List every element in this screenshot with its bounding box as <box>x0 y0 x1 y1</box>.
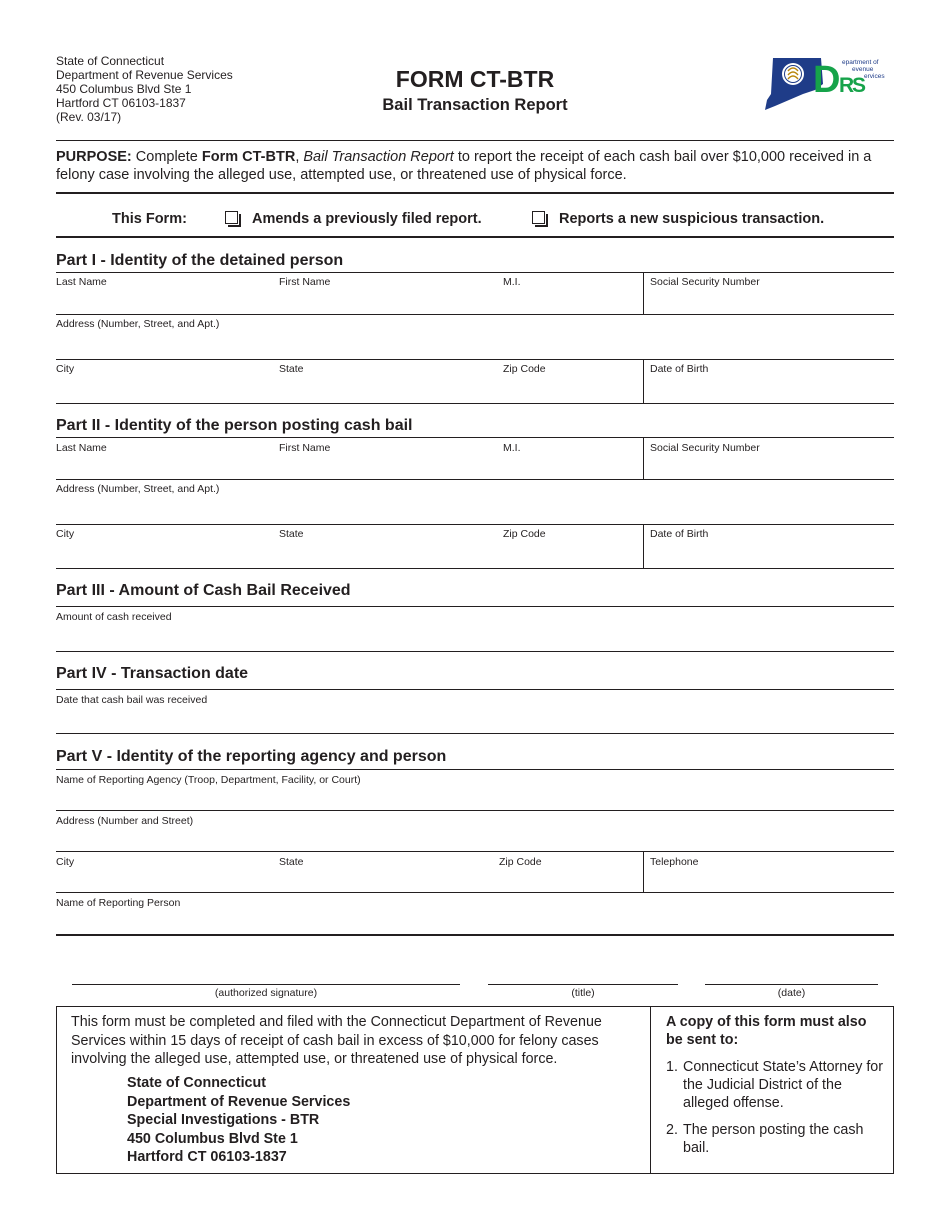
part2-ssn-field[interactable] <box>652 457 890 477</box>
part2-ssn-label: Social Security Number <box>650 442 760 454</box>
drs-logo <box>763 54 898 112</box>
part1-bottom-rule <box>56 403 894 404</box>
new-transaction-option-label: Reports a new suspicious transaction. <box>559 211 825 227</box>
agency-line: State of Connecticut <box>56 54 165 68</box>
part5-bottom-rule <box>56 934 894 936</box>
date-field[interactable] <box>705 962 878 982</box>
purpose-text: to report the receipt of each cash bail over $10,000 received in a felony case involving the alleged use, attempted use, or threatened use of physical force. <box>56 149 872 183</box>
part5-state-field[interactable] <box>281 870 491 890</box>
date-line <box>705 984 878 985</box>
purpose-text: Complete <box>131 149 202 165</box>
part1-ssn-field[interactable] <box>652 292 890 312</box>
purpose-report-name: Bail Transaction Report <box>303 149 454 165</box>
part5-agency-name-field[interactable] <box>58 789 888 809</box>
part1-address-field[interactable] <box>58 335 888 355</box>
part1-zip-field[interactable] <box>505 380 635 400</box>
part1-last-name-label: Last Name <box>56 276 107 288</box>
part5-person-name-label: Name of Reporting Person <box>56 897 181 909</box>
this-form-label: This Form: <box>112 211 187 227</box>
logo-tagline-3: ervices <box>864 73 885 80</box>
part5-city-label: City <box>56 856 75 868</box>
part5-row-rule <box>56 810 894 811</box>
part1-row-rule <box>56 359 894 360</box>
part1-last-name-field[interactable] <box>58 292 273 312</box>
revision-date: (Rev. 03/17) <box>56 110 122 124</box>
part1-mi-field[interactable] <box>505 292 635 312</box>
part1-dob-label: Date of Birth <box>650 363 709 375</box>
part4-title-rule <box>56 689 894 690</box>
agency-address-block <box>56 54 233 124</box>
part2-state-field[interactable] <box>281 545 496 565</box>
date-label: (date) <box>777 987 806 999</box>
drs-logo-graphic <box>763 54 898 112</box>
part4-date-label: Date that cash bail was received <box>56 694 208 706</box>
title-line <box>488 984 678 985</box>
part3-bottom-rule <box>56 651 894 652</box>
mailing-address-line: State of Connecticut <box>127 1075 267 1091</box>
mailing-address-line: Department of Revenue Services <box>127 1093 351 1110</box>
part1-mi-label: M.I. <box>503 276 521 288</box>
filing-box-divider <box>650 1006 651 1174</box>
part5-row-rule <box>56 892 894 893</box>
part1-row-rule <box>56 314 894 315</box>
copy-recipient-text: Connecticut State’s Attorney for the Judicial District of the alleged offense. <box>683 1059 884 1111</box>
form-subtitle: Bail Transaction Report <box>382 96 568 114</box>
part1-city-label: City <box>56 363 75 375</box>
part5-telephone-divider <box>643 851 644 892</box>
agency-line: Hartford CT 06103-1837 <box>56 96 186 110</box>
copy-recipients-heading: A copy of this form must also be sent to: <box>666 1014 867 1048</box>
part5-person-name-field[interactable] <box>58 912 888 932</box>
part2-city-field[interactable] <box>58 545 273 565</box>
part5-zip-field[interactable] <box>501 870 635 890</box>
part5-title: Part V - Identity of the reporting agency and person <box>56 748 447 765</box>
filing-instructions: This form must be completed and filed with the Connecticut Department of Revenue Services within 15 days of receipt of cash bail in excess of $10,000 for felony cases involving the alleged use, attempted use, or threatened use of physical force. <box>71 1014 602 1067</box>
agency-line: Department of Revenue Services <box>56 68 233 82</box>
part2-row-rule <box>56 524 894 525</box>
part5-row-rule <box>56 851 894 852</box>
part1-first-name-field[interactable] <box>281 292 496 312</box>
part1-city-field[interactable] <box>58 380 273 400</box>
part1-address-label: Address (Number, Street, and Apt.) <box>56 318 220 330</box>
purpose-form-name: Form CT-BTR <box>201 149 296 165</box>
part5-telephone-label: Telephone <box>650 856 699 868</box>
part2-title: Part II - Identity of the person posting cash bail <box>56 417 413 434</box>
part2-city-label: City <box>56 528 75 540</box>
copy-recipient-number: 2. <box>666 1122 678 1138</box>
mailing-address-line: Special Investigations - BTR <box>127 1112 320 1128</box>
purpose-text: , <box>295 149 304 165</box>
copy-recipient-number: 1. <box>666 1059 678 1075</box>
copy-recipient-item <box>666 1058 888 1112</box>
svg-text:R: R <box>839 74 855 97</box>
svg-text:S: S <box>852 74 867 97</box>
part3-title: Part III - Amount of Cash Bail Received <box>56 582 351 599</box>
authorized-signature-field[interactable] <box>72 962 460 982</box>
part5-agency-name-label: Name of Reporting Agency (Troop, Department, Facility, or Court) <box>56 774 361 786</box>
part2-zip-label: Zip Code <box>503 528 546 540</box>
part2-first-name-label: First Name <box>279 442 331 454</box>
amends-option-label: Amends a previously filed report. <box>252 211 482 227</box>
logo-tagline-1: epartment of <box>842 59 879 66</box>
logo-tagline-2: evenue <box>852 66 874 73</box>
part2-title-rule <box>56 437 894 438</box>
part2-mi-field[interactable] <box>505 457 635 477</box>
part3-amount-field[interactable] <box>58 627 888 647</box>
part4-title: Part IV - Transaction date <box>56 665 249 682</box>
part2-mi-label: M.I. <box>503 442 521 454</box>
part1-dob-divider <box>643 359 644 404</box>
part1-ssn-label: Social Security Number <box>650 276 760 288</box>
mailing-address-line: Hartford CT 06103-1837 <box>127 1149 287 1165</box>
amends-checkbox[interactable] <box>225 211 238 224</box>
part5-state-label: State <box>279 856 304 868</box>
form-title: FORM CT-BTR <box>395 66 555 92</box>
part5-city-field[interactable] <box>58 870 273 890</box>
copy-recipient-item <box>666 1121 888 1157</box>
mailing-address <box>127 1074 350 1167</box>
part2-row-rule <box>56 479 894 480</box>
part2-address-label: Address (Number, Street, and Apt.) <box>56 483 220 495</box>
part4-bottom-rule <box>56 733 894 734</box>
mailing-address-line: 450 Columbus Blvd Ste 1 <box>127 1130 298 1147</box>
svg-text:D: D <box>813 59 841 101</box>
signature-line <box>72 984 460 985</box>
agency-line: 450 Columbus Blvd Ste 1 <box>56 82 192 96</box>
title-label: (title) <box>571 987 595 999</box>
part2-ssn-divider <box>643 437 644 479</box>
part5-telephone-field[interactable] <box>652 870 890 890</box>
authorized-signature-label: (authorized signature) <box>214 987 318 999</box>
copy-recipient-text: The person posting the cash bail. <box>683 1122 864 1156</box>
part4-date-field[interactable] <box>58 710 888 730</box>
part3-title-rule <box>56 606 894 607</box>
purpose-lead: PURPOSE: <box>56 149 132 165</box>
part5-title-rule <box>56 769 894 770</box>
this-form-divider <box>56 236 894 238</box>
part2-last-name-field[interactable] <box>58 457 273 477</box>
part2-last-name-label: Last Name <box>56 442 107 454</box>
part2-state-label: State <box>279 528 304 540</box>
new-transaction-checkbox[interactable] <box>532 211 545 224</box>
purpose-divider <box>56 192 894 194</box>
part2-address-field[interactable] <box>58 500 888 520</box>
part5-address-field[interactable] <box>58 830 888 850</box>
part2-bottom-rule <box>56 568 894 569</box>
part1-dob-field[interactable] <box>652 380 890 400</box>
part2-first-name-field[interactable] <box>281 457 496 477</box>
part2-dob-label: Date of Birth <box>650 528 709 540</box>
title-field[interactable] <box>488 962 678 982</box>
part2-dob-field[interactable] <box>652 545 890 565</box>
header-divider <box>56 140 894 141</box>
purpose-statement <box>56 148 898 184</box>
part1-zip-label: Zip Code <box>503 363 546 375</box>
part1-state-label: State <box>279 363 304 375</box>
part1-ssn-divider <box>643 272 644 314</box>
part1-title: Part I - Identity of the detained person <box>56 252 344 269</box>
part1-first-name-label: First Name <box>279 276 331 288</box>
part5-zip-label: Zip Code <box>499 856 542 868</box>
part1-state-field[interactable] <box>281 380 496 400</box>
part2-zip-field[interactable] <box>505 545 635 565</box>
part5-address-label: Address (Number and Street) <box>56 815 194 827</box>
part2-dob-divider <box>643 524 644 569</box>
part1-title-rule <box>56 272 894 273</box>
part3-amount-label: Amount of cash received <box>56 611 172 623</box>
